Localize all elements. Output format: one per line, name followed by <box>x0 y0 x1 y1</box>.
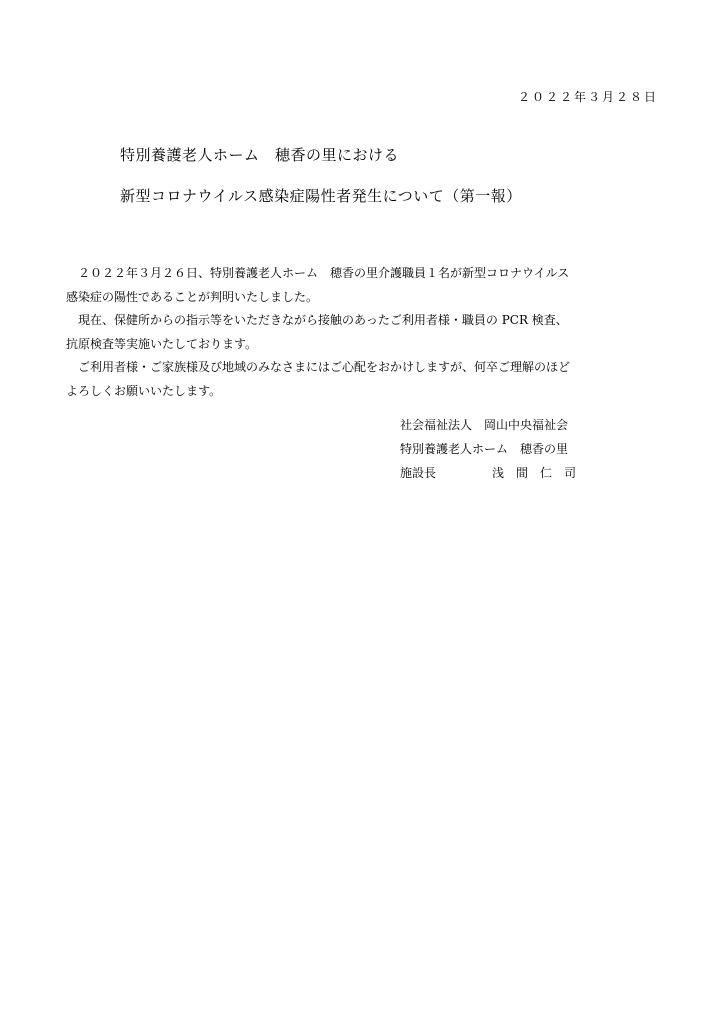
signature-facility: 特別養護老人ホーム 穂香の里 <box>400 442 569 456</box>
title-line-1: 特別養護老人ホーム 穂香の里における <box>120 146 400 164</box>
body-line: 抗原検査等実施いたしております。 <box>66 336 258 351</box>
body-text <box>66 262 646 403</box>
body-line: ご利用者様・ご家族様及び地域のみなさまにはご心配をおかけしますが、何卒ご理解のほど <box>66 360 571 374</box>
title-line-2: 新型コロナウイルス感染症陽性者発生について（第一報） <box>120 187 522 205</box>
signature-director-line <box>400 461 588 485</box>
signature-block <box>400 413 588 485</box>
signature-role: 施設長 <box>400 466 437 480</box>
signature-organization: 社会福祉法人 岡山中央福祉会 <box>400 418 569 432</box>
body-line: 現在、保健所からの指示等をいただきながら接触のあったご利用者様・職員の PCR 検査、 <box>66 313 568 327</box>
signature-name: 浅間仁司 <box>492 466 589 480</box>
document-date: ２０２２年３月２８日 <box>517 90 658 104</box>
body-line: ２０２２年３月２６日、特別養護老人ホーム 穂香の里介護職員１名が新型コロナウイルス <box>66 266 570 280</box>
body-line: 感染症の陽性であることが判明いたしました。 <box>66 289 319 304</box>
body-line: よろしくお願いいたします。 <box>66 383 222 398</box>
